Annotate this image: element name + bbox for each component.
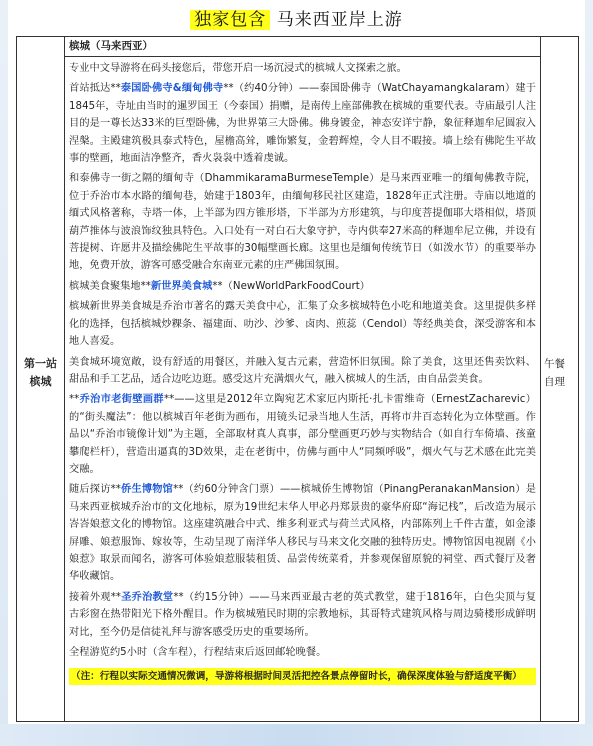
food-court-paragraph: 槟城新世界美食城是乔治市著名的露天美食中心，汇集了众多槟城特色小吃和地道美食。这里提供多样化的选择，包括槟城炒粿条、福建面、叻沙、沙爹、卤肉、煎蕊（Cendol）等经典美食，深受游客和本地人喜爱。	[69, 301, 536, 348]
city-heading: 槟城（马来西亚）	[65, 37, 540, 57]
museum-prefix: 随后探访**	[69, 484, 121, 496]
food-court-env-paragraph: 美食城环境宽敞，设有舒适的用餐区，并融入复古元素，营造怀旧氛围。除了美食，这里还售卖饮料、甜品和手工艺品，适合边吃边逛。感受这片充满烟火气，融入槟城人的生活，由自品尝美食。	[69, 356, 536, 385]
temples-prefix: 首站抵达**	[69, 83, 121, 95]
museum-name: 侨生博物馆	[120, 484, 174, 496]
meal-status: 自理	[544, 376, 565, 388]
church-name: 圣乔治教堂	[121, 591, 174, 603]
museum-paragraph	[69, 481, 536, 588]
food-court-heading	[69, 278, 536, 298]
page-title	[0, 8, 593, 34]
church-prefix: 接着外观**	[69, 591, 122, 603]
murals-desc: **——这里是2012年立陶宛艺术家厄内斯托·扎卡雷维奇（ErnestZacharevic）的“街头魔法”：他以槟城百年老街为画布，用镜头记录当地人生活，再将市井百态转化为立体壁画。作品以“乔治市镜像计划”为主题，全部取材真人真事，部分壁画更巧妙与实物结合（如自行车倚墙、孩童攀爬栏杆），营造出逼真的3D效果，走在老街中，仿佛与画中人“同频呼吸”，烟火气与艺术感在此完美交融。	[69, 394, 536, 475]
meal-cell	[540, 37, 578, 721]
title-rest: 马来西亚岸上游	[276, 10, 403, 30]
temples-desc: **（约40分钟）——泰国卧佛寺（WatChayamangkalaram）建于1845年，寺址由当时的暹罗国王（今泰国）捐赠，是南传上座部佛教在槟城的重要代表。寺庙最引人注目的是一尊长达33米的巨型卧佛，为世界第三大卧佛。佛身镀金，神态安详宁静，象征释迦牟尼圆寂入涅槃。主殿建筑极具泰式特色，屋檐高耸，雕饰繁复，金碧辉煌，令人目不暇接。墙上绘有佛陀生平故事的壁画，地面洁净整齐，香火袅袅中透着虔诚。	[69, 83, 536, 165]
left-decor-strip	[0, 0, 8, 746]
church-paragraph	[69, 589, 536, 644]
duration-paragraph: 全程游览约5小时（含车程），行程结束后返回邮轮晚餐。	[69, 647, 327, 658]
title-highlight: 独家包含	[190, 10, 270, 30]
murals-paragraph	[69, 391, 536, 481]
burmese-temple-paragraph: 和泰佛寺一街之隔的缅甸寺（DhammikaramaBurmeseTemple）是马来西亚唯一的缅甸佛教寺院，位于乔治市本水路的缅甸巷，始建于1803年，由缅甸移民社区建造，1828年正式注册。寺庙以地道的缅式风格著称，寺塔一体，上半部为四方锥形塔，下半部为方形建筑，与印度菩提伽耶大塔相似，塔顶葫芦推体与波浪饰纹独具特色。入口处有一对白石大象守护，寺内供奉27米高的释迦牟尼立佛，并设有菩提树、许愿井及描绘佛陀生平故事的30幅壁画长廊。这里也是缅甸传统节日（如泼水节）的重要举办地，免费开放，游客可感受融合东南亚元素的庄严佛国氛围。	[69, 173, 536, 272]
temples-name: 泰国卧佛寺&缅甸佛寺	[120, 83, 224, 95]
itinerary-table	[16, 36, 579, 722]
murals-name: 乔治市老街壁画群	[79, 394, 164, 406]
murals-prefix: **	[69, 394, 80, 406]
intro-paragraph: 专业中文导游将在码头接您后，带您开启一场沉浸式的槟城人文探索之旅。	[69, 63, 407, 74]
itinerary-content-cell	[65, 37, 540, 721]
bottom-decor-bar	[0, 724, 593, 746]
meal-label: 午餐	[544, 358, 565, 370]
stop-city: 槟城	[29, 375, 52, 388]
stop-label-cell	[17, 37, 65, 721]
food-court-name: 新世界美食城	[150, 280, 213, 292]
church-desc: **（约15分钟）——马来西亚最古老的英式教堂，建于1816年，白色尖顶与复古彩窗在热带阳光下格外醒目。作为槟城殖民时期的宗教地标，其哥特式建筑风格与周边骑楼形成鲜明对比，至今仍是信徒礼拜与游客感受历史的重要场所。	[69, 591, 536, 638]
stop-number: 第一站	[24, 357, 57, 370]
itinerary-note: （注：行程以实际交通情况微调，导游将根据时间灵活把控各景点停留时长，确保深度体验与舒适度平衡）	[69, 668, 536, 685]
museum-desc: **（约60分钟含门票）——槟城侨生博物馆（PinangPeranakanMansion）是马来西亚槟城乔治市的文化地标，原为19世纪末华人甲必丹郑景贵的豪华府邸“海记栈”，后改造为展示峇峇娘惹文化的博物馆。这座建筑融合中式、维多利亚式与荷兰式风格，内部陈列上千件古董，如金漆屏雕、娘惹服饰、嫁妆等，生动呈现了南洋华人移民与马来文化交融的独特历史。博物馆因电视剧《小娘惹》取景而闻名，游客可体验娘惹服装租赁、品尝传统菜肴，并参观保留原貌的祠堂、西式餐厅及奢华收藏馆。	[69, 484, 536, 583]
right-decor-strip	[585, 0, 593, 746]
temples-paragraph	[69, 80, 536, 170]
food-court-prefix: 槟城美食聚集地**	[69, 280, 151, 292]
food-court-suffix: **（NewWorldParkFoodCourt）	[212, 280, 371, 292]
